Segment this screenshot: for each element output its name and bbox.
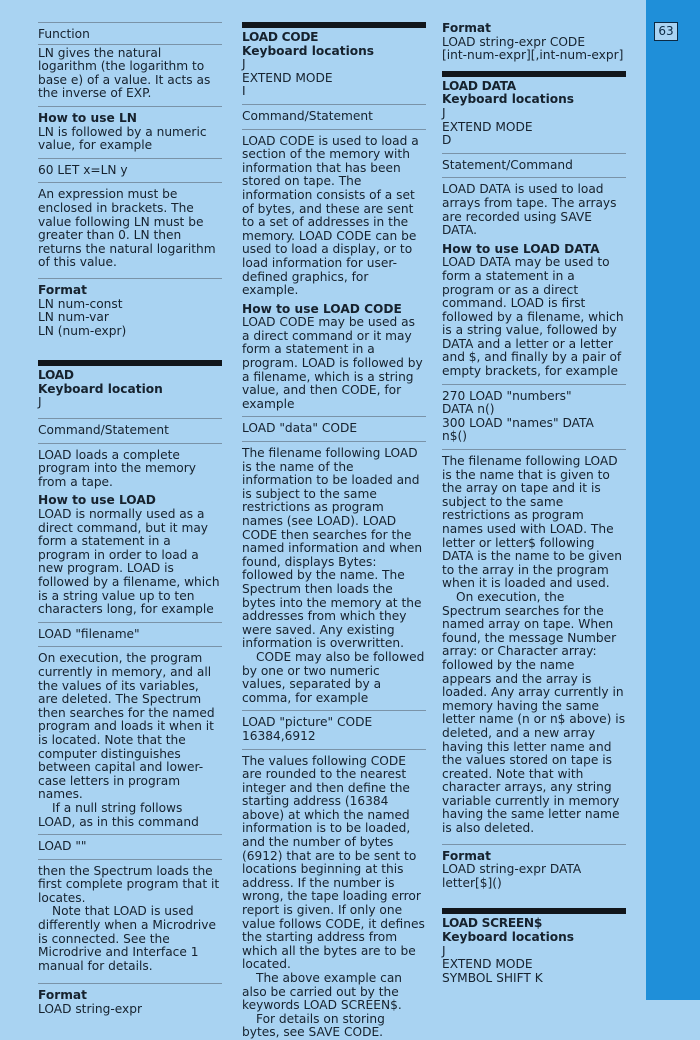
column-3 [442,22,626,985]
column-1 [38,22,222,1017]
load-screen-keyboard-line: EXTEND MODE [442,957,533,972]
ln-example-code: 60 LET x=LN y [38,162,128,177]
section-bar [442,908,626,914]
load-note-text: Note that LOAD is used differently when a Microdrive is connected. See the Microdrive and Interface 1 manual for details. [38,904,217,973]
section-bar [242,22,426,28]
load-code-keyboard-title: Keyboard locations [242,43,375,58]
load-screen-keyboard-line: SYMBOL SHIFT K [442,970,543,985]
how-to-use-ln-title: How to use LN [38,110,137,125]
load-data-example: n$() [442,429,467,444]
load-null-example: LOAD "" [38,839,87,854]
load-data-keyboard-line: D [442,133,452,148]
load-desc: LOAD loads a complete program into the memory from a tape. [38,447,196,489]
load-code-desc: LOAD CODE is used to load a section of the memory with information that has been stored on tape. The information consists of a set of bytes, and these are sent to a set of addresses in the memory. LOAD CODE can be used to load a display, or to load information for user-defined graphics, for example. [242,133,419,298]
divider [38,983,222,984]
section-bar [442,71,626,77]
load-format-title: Format [38,988,87,1003]
load-data-format-line: LOAD string-expr DATA [442,862,582,877]
load-data-keyboard-line: J [442,105,446,120]
load-data-format-title: Format [442,848,491,863]
load-code-followed-text: CODE may also be followed by one or two numeric values, separated by a comma, for example [242,649,425,705]
load-screen-keyboard-line: J [442,943,446,958]
load-code-filename-text: The filename following LOAD is the name of the information to be loaded and is subject to the same restrictions as program names (see LOAD). LOAD CODE then searches for the named information and when found, displays Bytes: followed by the name. The Spectrum then loads the bytes into the memory at the addresses from which they were saved. Any existing information is overwritten. [242,446,423,651]
divider [442,844,626,845]
load-data-how-text: LOAD DATA may be used to form a statement in a program or as a direct command. LOAD is first followed by a filename, which is a string value, followed by DATA and a letter or a letter and $, and finally by a pair of empty brackets, for example [442,255,624,379]
divider [38,646,222,647]
divider [38,158,222,159]
function-label: Function [38,27,90,41]
divider [38,859,222,860]
load-data-example: DATA n() [442,402,495,417]
load-data-example: 270 LOAD "numbers" [442,388,572,403]
ln-format-title: Format [38,282,87,297]
load-code-format-line: LOAD string-expr CODE [442,34,586,49]
load-then-text: then the Spectrum loads the first complete program that it locates. [38,863,220,905]
load-code-title: LOAD CODE [242,30,319,44]
load-data-how-title: How to use LOAD DATA [442,241,600,256]
load-data-keyboard-line: EXTEND MODE [442,119,533,134]
load-code-keyboard-line: EXTEND MODE [242,70,333,85]
divider [38,22,222,23]
divider [38,622,222,623]
function-text: LN gives the natural logarithm (the logarithm to base e) of a value. It acts as the inverse of EXP. [38,45,211,101]
divider [38,182,222,183]
column-2 [242,22,426,1040]
load-type: Command/Statement [38,423,169,438]
page-number: 63 [654,22,678,41]
divider [242,710,426,711]
load-format-line: LOAD string-expr [38,1002,142,1017]
load-screen-title: LOAD SCREEN$ [442,916,542,931]
divider [38,106,222,107]
page-edge-band [646,0,700,1000]
load-title: LOAD [38,368,74,383]
divider [242,104,426,105]
load-data-example: 300 LOAD "names" DATA [442,415,594,430]
load-data-type: Statement/Command [442,157,573,172]
load-code-details-text: For details on storing bytes, see SAVE CODE. [242,1011,385,1040]
load-data-title: LOAD DATA [442,78,516,93]
ln-enclosed-text: An expression must be enclosed in brackets. The value following LN must be greater than 0. LN then returns the natural logarithm of this value. [38,187,216,270]
divider [38,834,222,835]
divider [242,441,426,442]
divider [242,416,426,417]
load-code-keyboard-line: J [242,57,246,72]
section-bar [38,360,222,366]
ln-format-line: LN num-const [38,296,123,311]
load-screen-keyboard-title: Keyboard locations [442,930,575,945]
load-code-example2: LOAD "picture" CODE [242,715,373,730]
load-how-title: How to use LOAD [38,493,156,508]
ln-format-line: LN (num-expr) [38,323,127,338]
divider [442,449,626,450]
load-null-text: If a null string follows LOAD, as in this command [38,800,199,829]
ln-format-line: LN num-var [38,310,109,325]
load-data-desc: LOAD DATA is used to load arrays from tape. The arrays are recorded using SAVE DATA. [442,182,617,238]
divider [442,177,626,178]
divider [38,278,222,279]
load-code-type: Command/Statement [242,108,373,123]
divider [242,749,426,750]
load-code-format-title: Format [442,21,491,35]
load-data-exec-text: On execution, the Spectrum searches for the named array on tape. When found, the message Number array: or Character array: followed by the name appears and the array is loaded. Any array currently in memory having the same letter name (n or n$ above) is deleted, and a new array having this letter name and the values stored on tape is created. Note that with character arrays, any string variable currently in memory having the same letter name is also deleted. [442,589,626,836]
load-code-format-line: [int-num-expr][,int-num-expr] [442,48,624,63]
load-data-filename-text: The filename following LOAD is the name that is given to the array on tape and it is subject to the same restrictions as program names used with LOAD. The letter or letter$ following DATA is the name to be given to the array in the program when it is loaded and used. [442,454,622,591]
load-exec-text: On execution, the program currently in memory, and all the values of its variables, are deleted. The Spectrum then searches for the named program and loads it when it is located. Note that the computer distinguishes between capital and lower-case letters in program names. [38,651,215,802]
load-example: LOAD "filename" [38,626,140,641]
divider [442,384,626,385]
load-data-keyboard-title: Keyboard locations [442,92,575,107]
divider [38,443,222,444]
load-data-format-line: letter[$]() [442,875,502,890]
load-how-text: LOAD is normally used as a direct command, but it may form a statement in a program in order to load a new program. LOAD is followed by a filename, which is a string value up to ten characters long, for example [38,507,220,617]
divider [38,44,222,45]
load-code-values-text: The values following CODE are rounded to the nearest integer and then define the starting address (16384 above) at which the named information is to be loaded, and the number of bytes (6912) that are to be sent to locations beginning at this address. If the number is wrong, the tape loading error report is given. If only one value follows CODE, it defines the starting address from which all the bytes are to be located. [242,753,425,972]
divider [38,418,222,419]
load-code-keyboard-line: I [242,84,246,99]
load-keyboard-title: Keyboard location [38,381,163,396]
load-code-example: LOAD "data" CODE [242,421,358,436]
how-to-use-ln-text: LN is followed by a numeric value, for example [38,124,207,153]
load-code-example2: 16384,6912 [242,728,316,743]
load-code-how-title: How to use LOAD CODE [242,301,402,316]
divider [242,129,426,130]
load-code-how-text: LOAD CODE may be used as a direct command or it may form a statement in a program. LOAD is followed by a filename, which is a string value, and then CODE, for example [242,315,423,411]
load-code-above-text: The above example can also be carried out by the keywords LOAD SCREEN$. [242,971,403,1013]
load-keyboard-value: J [38,395,42,410]
divider [442,153,626,154]
